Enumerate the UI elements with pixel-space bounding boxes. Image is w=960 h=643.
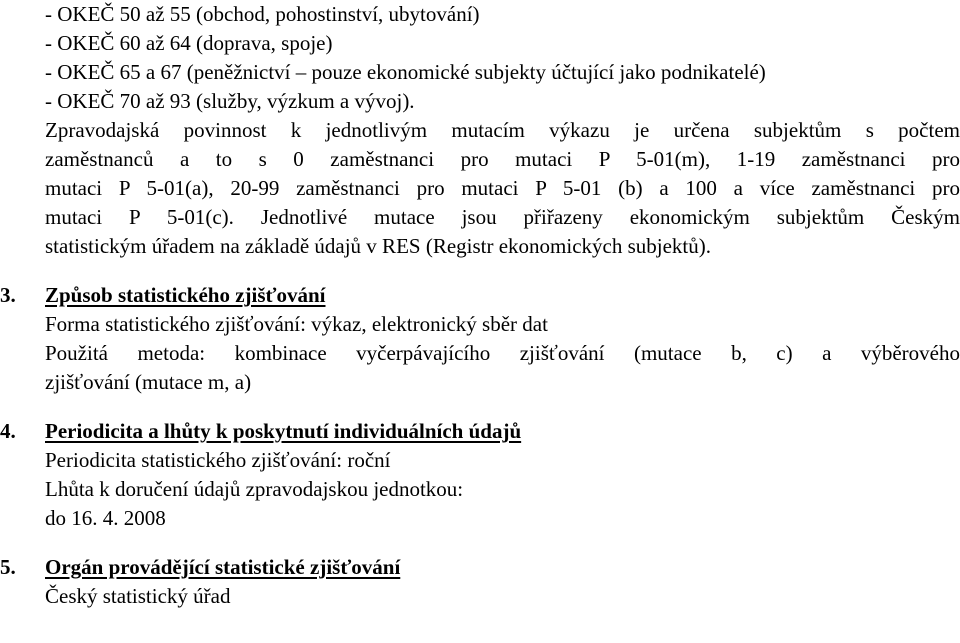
survey-method-line: Použitá metoda: kombinace vyčerpávajícího zjišťování (mutace b, c) a výběrového <box>45 341 960 365</box>
paragraph-line: zaměstnanců a to s 0 zaměstnanci pro mutaci P 5-01(m), 1-19 zaměstnanci pro <box>45 147 960 171</box>
paragraph-line: statistickým úřadem na základě údajů v RES (Registr ekonomických subjektů). <box>45 234 712 258</box>
section-title: Orgán provádějící statistické zjišťování <box>45 555 401 579</box>
paragraph-line: mutaci P 5-01(a), 20-99 zaměstnanci pro mutaci P 5-01 (b) a 100 a více zaměstnanci pro <box>45 176 960 200</box>
section-number: 5. <box>0 555 16 579</box>
list-item-okec-70-93: - OKEČ 70 až 93 (služby, výzkum a vývoj). <box>45 89 415 113</box>
reporting-paragraph <box>45 116 960 261</box>
section-title: Periodicita a lhůty k poskytnutí individuálních údajů <box>45 419 522 443</box>
section-title: Způsob statistického zjišťování <box>45 283 326 307</box>
section-number: 4. <box>0 419 16 443</box>
section-heading <box>0 281 960 310</box>
section-5 <box>0 553 960 611</box>
list-item-okec-65-67: - OKEČ 65 a 67 (peněžnictví – pouze ekonomické subjekty účtující jako podnikatelé) <box>45 60 766 84</box>
deadline-date-line: do 16. 4. 2008 <box>45 506 166 530</box>
section-number: 3. <box>0 283 16 307</box>
section-heading <box>0 417 960 446</box>
list-item-okec-60-64: - OKEČ 60 až 64 (doprava, spoje) <box>45 31 333 55</box>
paragraph-line: Zpravodajská povinnost k jednotlivým mutacím výkazu je určena subjektům s počtem <box>45 118 960 142</box>
survey-method-line-cont: zjišťování (mutace m, a) <box>45 370 252 394</box>
list-item-okec-50-55: - OKEČ 50 až 55 (obchod, pohostinství, ubytování) <box>45 2 480 26</box>
authority-line: Český statistický úřad <box>45 584 231 608</box>
periodicity-line: Periodicita statistického zjišťování: roční <box>45 448 391 472</box>
survey-form-line: Forma statistického zjišťování: výkaz, elektronický sběr dat <box>45 312 548 336</box>
deadline-label-line: Lhůta k doručení údajů zpravodajskou jednotkou: <box>45 477 464 501</box>
section-4 <box>0 417 960 533</box>
section-heading <box>0 553 960 582</box>
section-3 <box>0 281 960 397</box>
paragraph-line: mutaci P 5-01(c). Jednotlivé mutace jsou přiřazeny ekonomickým subjektům Českým <box>45 205 960 229</box>
